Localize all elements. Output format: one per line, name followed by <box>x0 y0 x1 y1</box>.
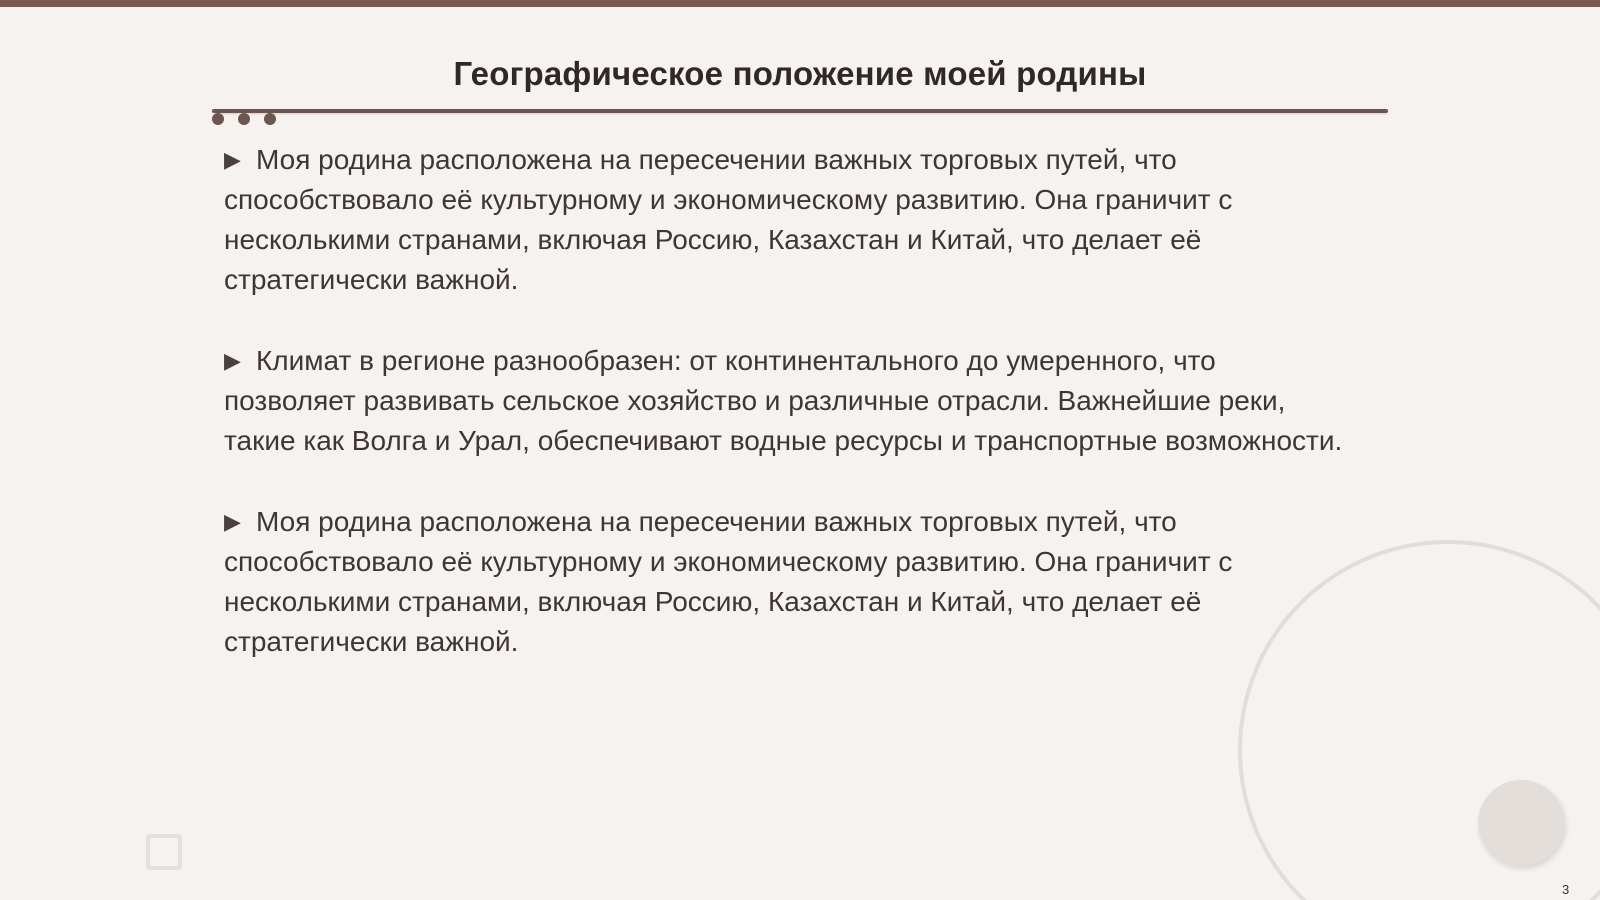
decorative-dot <box>212 113 224 125</box>
triangle-bullet-icon: ▶ <box>224 509 241 534</box>
bullet-list <box>224 140 1344 703</box>
top-accent-bar <box>0 0 1600 7</box>
decorative-circle-filled <box>1478 780 1564 866</box>
bullet-item <box>224 140 1344 300</box>
decorative-square-outline <box>146 834 182 870</box>
bullet-item <box>224 341 1344 461</box>
title-underline <box>212 109 1388 113</box>
bullet-item <box>224 502 1344 662</box>
page-number: 3 <box>1562 882 1570 897</box>
bullet-text: Моя родина расположена на пересечении важных торговых путей, что способствовало её культурному и экономическому развитию. Она граничит с несколькими странами, включая Россию, Казахстан и Китай, что делает её стратегически важной. <box>224 144 1233 295</box>
slide-title: Географическое положение моей родины <box>453 55 1147 92</box>
bullet-text: Климат в регионе разнообразен: от континентального до умеренного, что позволяет развивать сельское хозяйство и различные отрасли. Важнейшие реки, такие как Волга и Урал, обеспечивают водные ресурсы и транспортные возможности. <box>224 345 1343 456</box>
decorative-dot <box>264 113 276 125</box>
triangle-bullet-icon: ▶ <box>224 348 241 373</box>
triangle-bullet-icon: ▶ <box>224 147 241 172</box>
bullet-text: Моя родина расположена на пересечении важных торговых путей, что способствовало её культурному и экономическому развитию. Она граничит с несколькими странами, включая Россию, Казахстан и Китай, что делает её стратегически важной. <box>224 506 1233 657</box>
decorative-dot <box>238 113 250 125</box>
